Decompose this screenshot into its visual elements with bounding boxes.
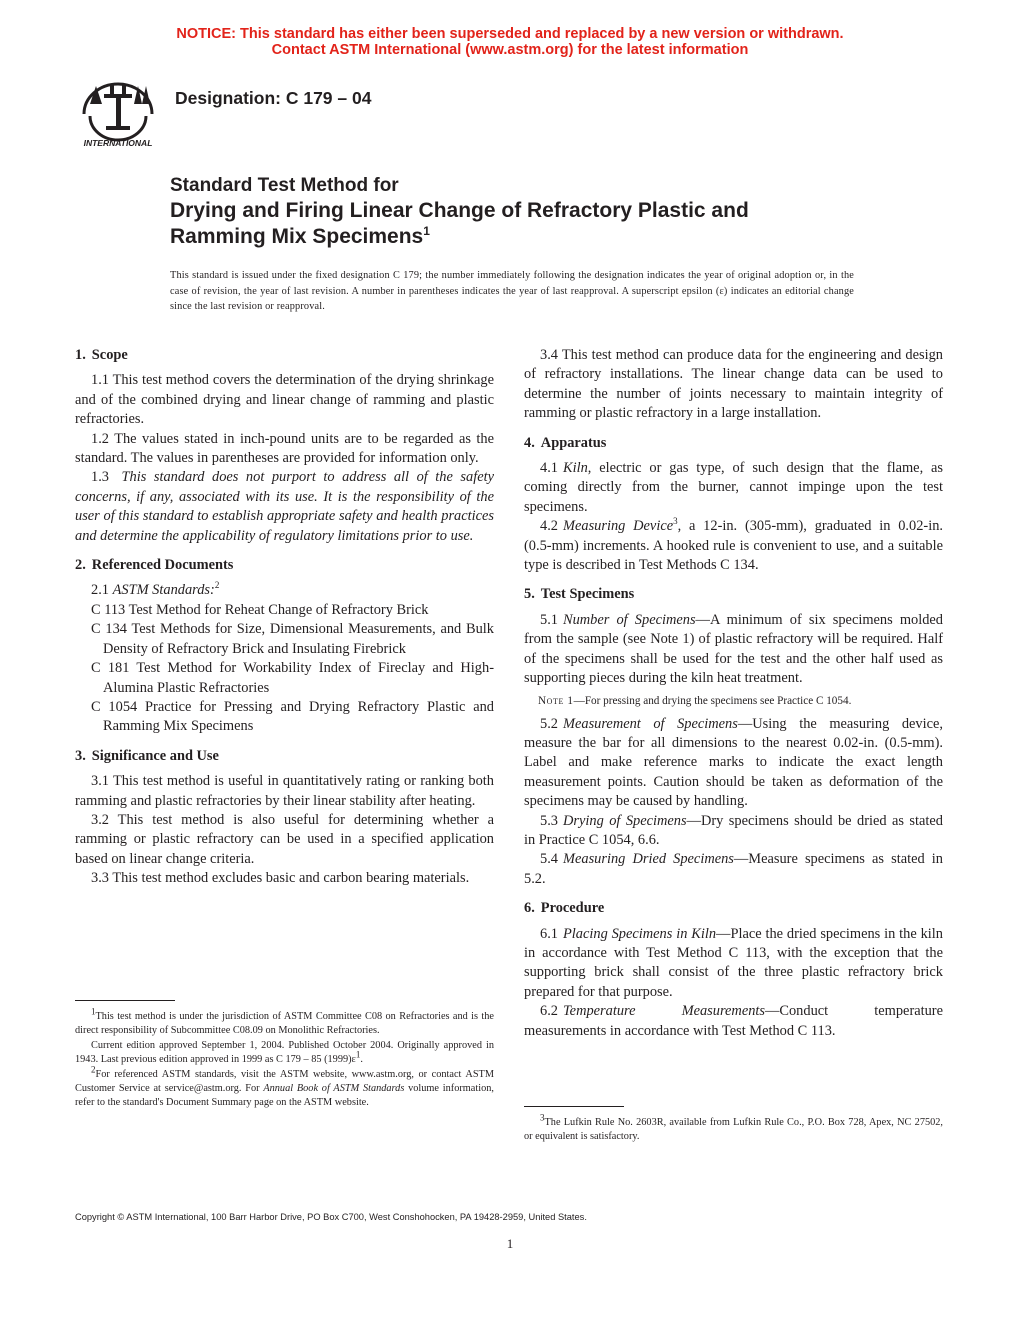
scope-heading-num: 1. — [75, 347, 86, 363]
spec-p4-num: 5.4 — [540, 851, 558, 868]
footnote-1b-text: Current edition approved September 1, 2004. Published October 2004. Originally approved in 1943. Last previous edition approved in 1999 as C 179 – 85 (1999)ε — [75, 1039, 494, 1066]
footnote-rule-left — [75, 1000, 175, 1001]
ref-lead-mark: 2 — [214, 580, 220, 591]
sig-heading: Significance and Use — [91, 747, 219, 764]
title-prefix: Standard Test Method for — [170, 175, 399, 196]
ref-item: C 181 Test Method for Workability Index of Fireclay and High-Alumina Plastic Refractories — [91, 660, 494, 696]
app-heading-num: 4. — [524, 434, 535, 451]
app-p1-term: Kiln — [563, 460, 588, 477]
ref-lead — [75, 581, 494, 600]
spec-p1-text: —A minimum of six specimens molded from the sample (see Note 1) of plastic refractory will be required. Half of the specimens shall be used for the test and the other half used as supporting pieces during the kiln heat treatment. — [524, 611, 943, 687]
footnotes-left — [75, 1006, 494, 1111]
scope-p2: 1.2 The values stated in inch-pound units are to be regarded as the standard. The values in parentheses are provided for information only. — [75, 430, 494, 467]
spec-p3 — [524, 812, 943, 851]
document-title — [170, 174, 890, 250]
scope-p3 — [75, 468, 494, 546]
app-heading: Apparatus — [540, 434, 607, 451]
ref-item: C 134 Test Methods for Size, Dimensional Measurements, and Bulk Density of Refractory Brick and Insulating Firebrick — [91, 621, 494, 657]
footnote-1-mark: 1 — [91, 1006, 96, 1017]
footnote-1 — [75, 1006, 494, 1039]
right-column — [524, 346, 943, 1051]
logo-subtext: INTERNATIONAL — [83, 138, 153, 148]
proc-heading: Procedure — [540, 900, 605, 917]
sig-p1: 3.1 This test method is useful in quantitatively rating or ranking both ramming and plastic refractories by their linear stability after heating. — [75, 773, 494, 809]
scope-p1: 1.1 This test method covers the determination of the drying shrinkage and of the combined drying and linear change of ramming and plastic refractories. — [75, 372, 494, 428]
designation: Designation: C 179 – 04 — [175, 88, 372, 108]
section-referenced-documents — [75, 556, 494, 737]
spec-heading: Test Specimens — [540, 586, 635, 603]
app-p2-num: 4.2 — [540, 518, 558, 535]
astm-logo — [76, 76, 160, 148]
title-main — [170, 198, 890, 250]
ref-heading-num: 2. — [75, 557, 86, 574]
footnote-1b-mark: 1 — [355, 1049, 361, 1060]
app-p1-text: , electric or gas type, of such design that the flame, as coming directly from the burner, cannot impinge upon the test specimens. — [524, 460, 943, 515]
spec-p3-text: —Dry specimens should be dried as stated in Practice C 1054, 6.6. — [524, 812, 943, 848]
footnote-2-text-a: For referenced ASTM standards, visit the ASTM website, www.astm.org, or contact ASTM Customer Service at service@astm.org. For — [75, 1068, 494, 1095]
notice-line-2: Contact ASTM International (www.astm.org) for the latest information — [271, 42, 749, 58]
title-footnote-mark: 1 — [423, 224, 430, 238]
app-p1 — [524, 459, 943, 517]
ref-item: C 1054 Practice for Pressing and Drying Refractory Plastic and Ramming Mix Specimens — [91, 698, 494, 735]
spec-p3-term: Drying of Specimens — [563, 812, 687, 829]
proc-heading-num: 6. — [524, 900, 535, 917]
section-significance — [75, 747, 494, 889]
note-1 — [524, 693, 943, 709]
spec-p2 — [524, 715, 943, 812]
title-line-1: Drying and Firing Linear Change of Refractory Plastic and — [170, 199, 749, 222]
proc-p2-num: 6.2 — [540, 1003, 558, 1020]
section-procedure — [524, 899, 943, 1041]
section-test-specimens — [524, 585, 943, 889]
proc-p2-term: Temperature Measurements — [563, 1003, 765, 1020]
note-1-label: Note 1 — [538, 694, 574, 707]
proc-p1-num: 6.1 — [540, 925, 558, 942]
sig-p4: 3.4 This test method can produce data for the engineering and design of refractory installations. The linear change data can be used to determine the number of joints necessary to maintain integrity of ramming or plastic refractory in a large installation. — [524, 347, 943, 422]
footnote-1-edition: Current edition approved September 1, 2004. Published October 2004. Originally approved in 1943. Last previous edition approved in 1999 as C 179 – 85 $(1999)\varepsilon^1$. — [75, 1039, 494, 1066]
ref-heading: Referenced Documents — [91, 557, 234, 574]
ref-lead-text: ASTM Standards: — [112, 582, 215, 599]
spec-p1 — [524, 611, 943, 689]
proc-p1-term: Placing Specimens in Kiln — [563, 925, 717, 942]
footnote-1-text: This test method is under the jurisdiction of ASTM Committee C08 on Refractories and is the direct responsibility of Subcommittee C08.09 on Monolithic Refractories. — [75, 1011, 494, 1037]
proc-p1-text: —Place the dried specimens in the kiln in accordance with Test Method C 113, with the exception that the supporting brick shall consist of the three plastic refractory brick prepared for that purpose. — [524, 925, 943, 1000]
sig-p2: 3.2 This test method is also useful for determining whether a ramming or plastic refractory can be used in a specified application based on linear change criteria. — [75, 811, 494, 867]
notice-line-1: NOTICE: This standard has either been superseded and replaced by a new version or withdrawn. — [176, 26, 844, 42]
proc-p2-text: —Conduct temperature measurements in accordance with Test Method C 113. — [524, 1003, 943, 1039]
spec-p1-term: Number of Specimens — [563, 611, 696, 628]
issue-note: This standard is issued under the fixed designation C 179; the number immediately following the designation indicates the year of original adoption or, in the case of revision, the year of last revision. A number in parentheses indicates the year of last reapproval. A superscript epsilon (ε) indicates an editorial change since the last revision or reapproval. — [170, 270, 854, 312]
sig-heading-num: 3. — [75, 747, 86, 764]
footnote-2-term: Annual Book of ASTM Standards — [263, 1083, 405, 1095]
scope-p3-num: 1.3 — [91, 469, 109, 486]
scope-p3-text: This standard does not purport to address all of the safety concerns, if any, associated with its use. It is the responsibility of the user of this standard to establish appropriate safety and health practices and determine the applicability of regulatory limitations prior to use. — [75, 469, 494, 544]
app-p2-term: Measuring Device — [563, 518, 674, 535]
footnote-2 — [75, 1064, 494, 1111]
page-number: 1 — [506, 1236, 514, 1251]
proc-p1 — [524, 925, 943, 1003]
spec-p1-num: 5.1 — [540, 611, 558, 628]
spec-p2-num: 5.2 — [540, 715, 558, 732]
spec-p4 — [524, 850, 943, 889]
sig-p3: 3.3 This test method excludes basic and carbon bearing materials. — [91, 870, 470, 887]
section-scope — [75, 346, 494, 546]
footnotes-right — [524, 1112, 943, 1145]
title-line-2: Ramming Mix Specimens — [170, 225, 424, 248]
app-p2-mark: 3 — [673, 516, 678, 527]
footnote-3 — [524, 1112, 943, 1145]
spec-p4-term: Measuring Dried Specimens — [563, 851, 734, 868]
copyright: Copyright © ASTM International, 100 Barr Harbor Drive, PO Box C700, West Conshohocken, PA 19428-2959, United States. — [75, 1212, 587, 1222]
note-1-text: —For pressing and drying the specimens see Practice C 1054. — [573, 694, 852, 707]
section-apparatus — [524, 434, 943, 576]
footnote-rule-right — [524, 1106, 624, 1107]
superseded-notice — [0, 26, 1020, 58]
proc-p2 — [524, 1002, 943, 1041]
spec-p2-text: —Using the measuring device, measure the bar for all dimensions to the nearest 0.02-in. (0.5-mm). Label and make reference marks to indicate the exact length measurement points. Caution should be taken as deformation of the specimens may be caused by handling. — [524, 715, 943, 810]
footnote-3-text: The Lufkin Rule No. 2603R, available from Lufkin Rule Co., P.O. Box 728, Apex, NC 27502, or equivalent is satisfactory. — [524, 1117, 943, 1143]
left-column — [75, 346, 494, 899]
spec-p3-num: 5.3 — [540, 812, 558, 829]
spec-p4-text: —Measure specimens as stated in 5.2. — [524, 851, 943, 887]
footnote-2-text-b: volume information, refer to the standard's Document Summary page on the ASTM website. — [75, 1083, 494, 1109]
footnote-2-mark: 2 — [91, 1064, 96, 1075]
ref-lead-num: 2.1 — [91, 582, 109, 599]
app-p1-num: 4.1 — [540, 460, 558, 477]
ref-item: C 113 Test Method for Reheat Change of Refractory Brick — [91, 601, 429, 618]
footnote-3-mark: 3 — [540, 1112, 545, 1123]
spec-p2-term: Measurement of Specimens — [563, 715, 738, 732]
scope-heading: Scope — [91, 347, 128, 363]
app-p2 — [524, 517, 943, 575]
spec-heading-num: 5. — [524, 586, 535, 603]
section-significance-cont — [524, 346, 943, 424]
app-p2-text: , a 12-in. (305-mm), graduated in 0.02-in. (0.5-mm) increments. A hooked rule is convenient to use, and a suitable type is described in Test Methods C 134. — [524, 518, 943, 574]
